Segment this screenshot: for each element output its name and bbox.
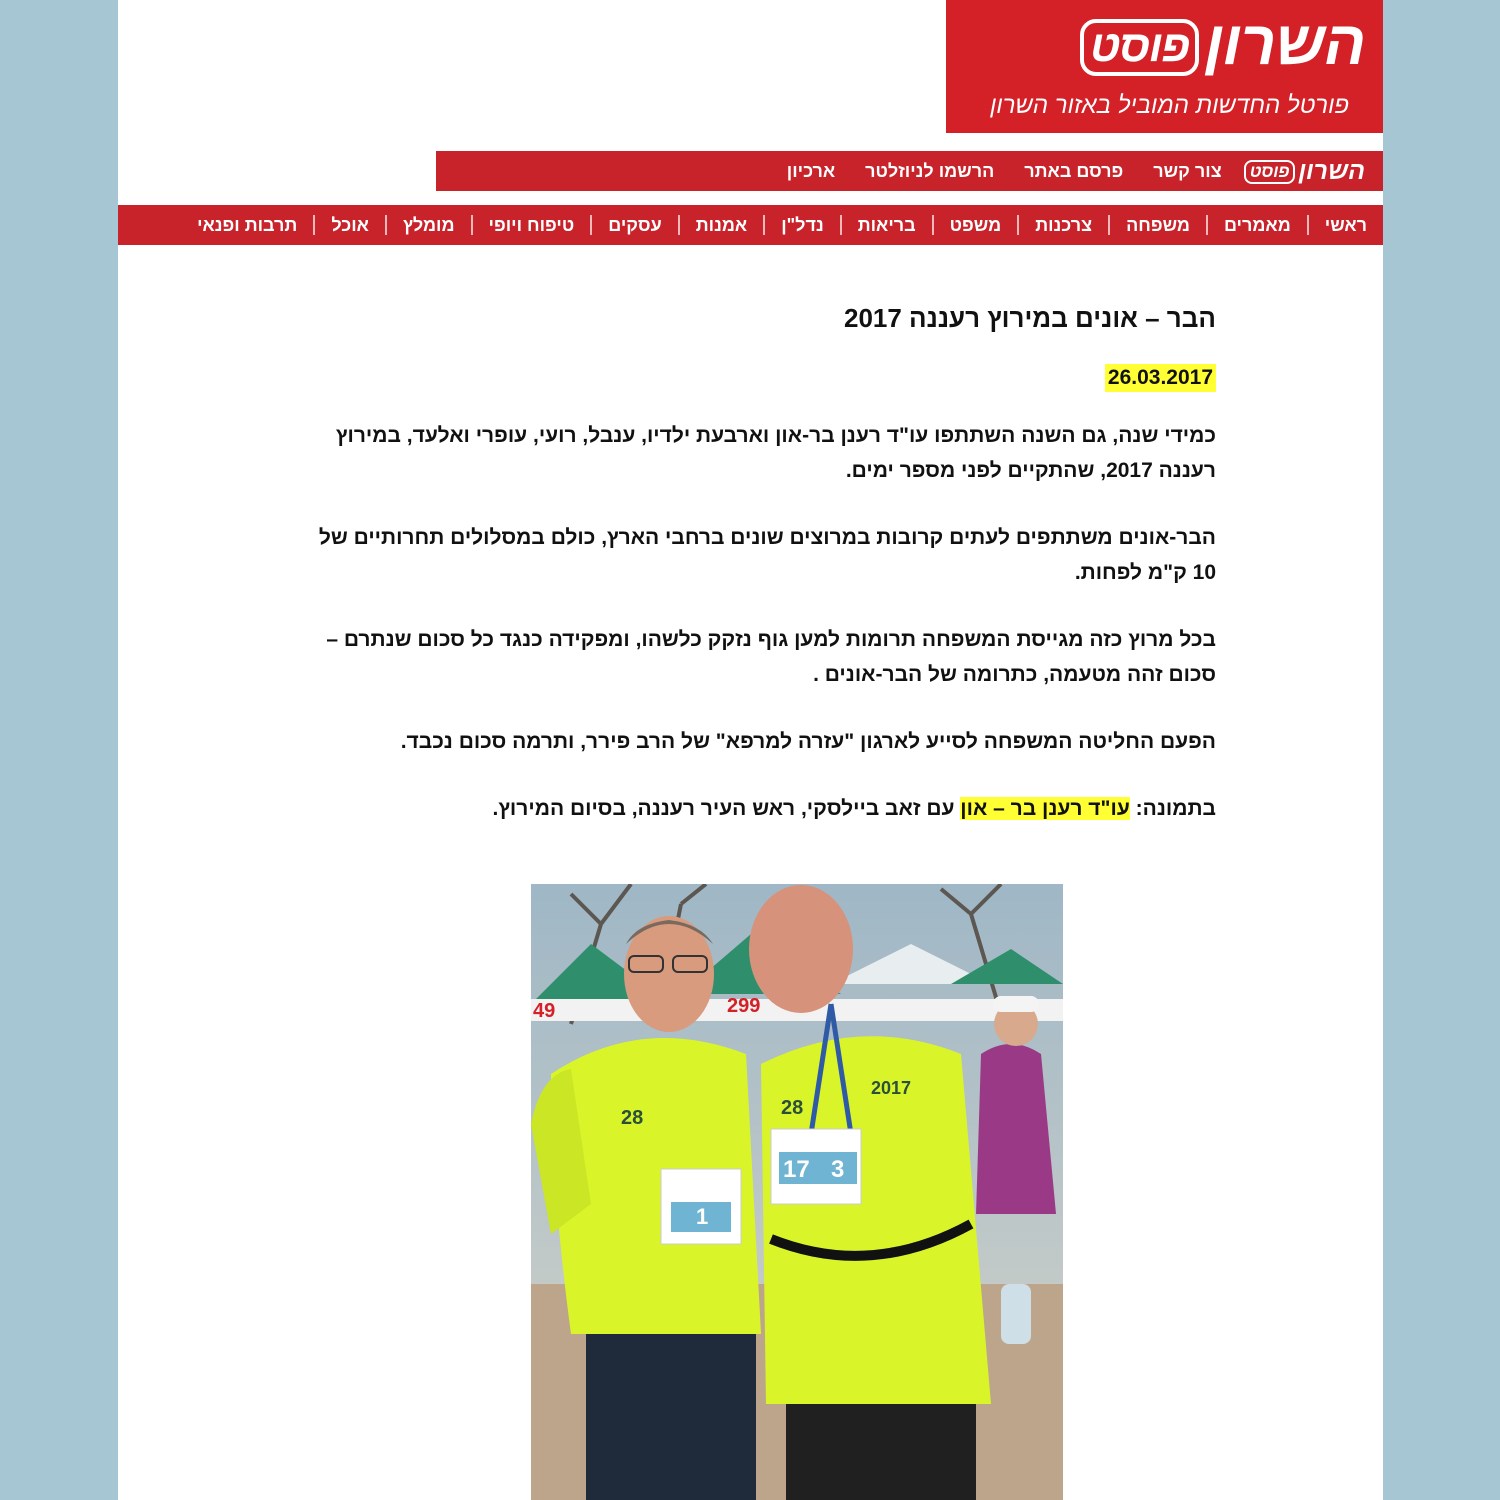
logo-tagline: פורטל החדשות המוביל באזור השרון [990,92,1349,119]
page [118,0,1383,1500]
photo-illustration [531,884,1063,1500]
article-date: 26.03.2017 [1105,364,1216,392]
topnav-link-advertise[interactable]: פרסם באתר [1024,160,1124,181]
article-paragraph: הבר-אונים משתתפים לעתים קרובות במרוצים שונים ברחבי הארץ, כולם במסלולים תחרותיים של 10 ק"מ לפחות. [318,526,1216,584]
shirt-print: 2017 [871,1078,912,1098]
category-food[interactable]: אוכל [313,215,385,235]
caption-prefix: בתמונה: [1129,797,1216,820]
topnav-link-newsletter[interactable]: הרשמו לניוזלטר [865,160,995,181]
tent-number: 299 [727,995,761,1017]
bib-number: 17 [783,1156,810,1183]
topnav-brand: השרון [1298,156,1365,185]
caption-suffix: עם זאב ביילסקי, ראש העיר רעננה, בסיום המירוץ. [492,797,961,820]
site-logo[interactable] [946,0,1383,133]
category-nav [118,205,1383,245]
category-consumer[interactable]: צרכנות [1017,215,1108,235]
category-home[interactable]: ראשי [1307,215,1383,235]
topnav-link-contact[interactable]: צור קשר [1153,160,1222,181]
category-law[interactable]: משפט [932,215,1018,235]
shirt-print: 28 [781,1097,804,1119]
article-title: הבר – אונים במירוץ רעננה 2017 [843,303,1216,333]
category-recommended[interactable]: מומלץ [385,215,471,235]
category-health[interactable]: בריאות [840,215,932,235]
topnav-link-archive[interactable]: ארכיון [786,160,836,181]
category-articles[interactable]: מאמרים [1206,215,1307,235]
bib-number: 3 [831,1156,845,1183]
bib-number: 1 [696,1204,709,1229]
article-paragraph: הפעם החליטה המשפחה לסייע לארגון "עזרה למרפא" של הרב פירר, ותרמה סכום נכבד. [400,730,1216,753]
logo-post-text: פוסט [1080,19,1199,75]
category-culture[interactable]: תרבות ופנאי [197,215,298,235]
topnav-logo[interactable] [1244,157,1365,186]
category-business[interactable]: עסקים [590,215,678,235]
category-family[interactable]: משפחה [1108,215,1206,235]
article-photo [531,884,1063,1500]
shirt-print: 28 [621,1107,644,1129]
photo-caption [298,791,1216,826]
article-paragraph: בכל מרוץ כזה מגייסת המשפחה תרומות למען גוף נזקק כלשהו, ומפקידה כנגד כל סכום שנתרם – סכום זהה מטעמה, כתרומה של הבר-אונים . [326,628,1216,686]
logo-wordmark [1080,10,1365,78]
caption-highlight: עו"ד רענן בר – און [960,797,1130,820]
article [298,295,1216,847]
article-paragraph: כמידי שנה, גם השנה השתתפו עו"ד רענן בר-און וארבעת ילדיו, ענבל, רועי, עופרי ואלעד, במירוץ רעננה 2017, שהתקיים לפני מספר ימים. [335,424,1216,482]
logo-main-text: השרון [1205,9,1365,78]
category-real-estate[interactable]: נדל"ן [763,215,840,235]
category-beauty[interactable]: טיפוח ויופי [471,215,591,235]
topnav-brand-post: פוסט [1244,160,1296,184]
category-art[interactable]: אמנות [678,215,763,235]
tent-number: 49 [533,1000,556,1022]
top-nav [436,151,1383,191]
